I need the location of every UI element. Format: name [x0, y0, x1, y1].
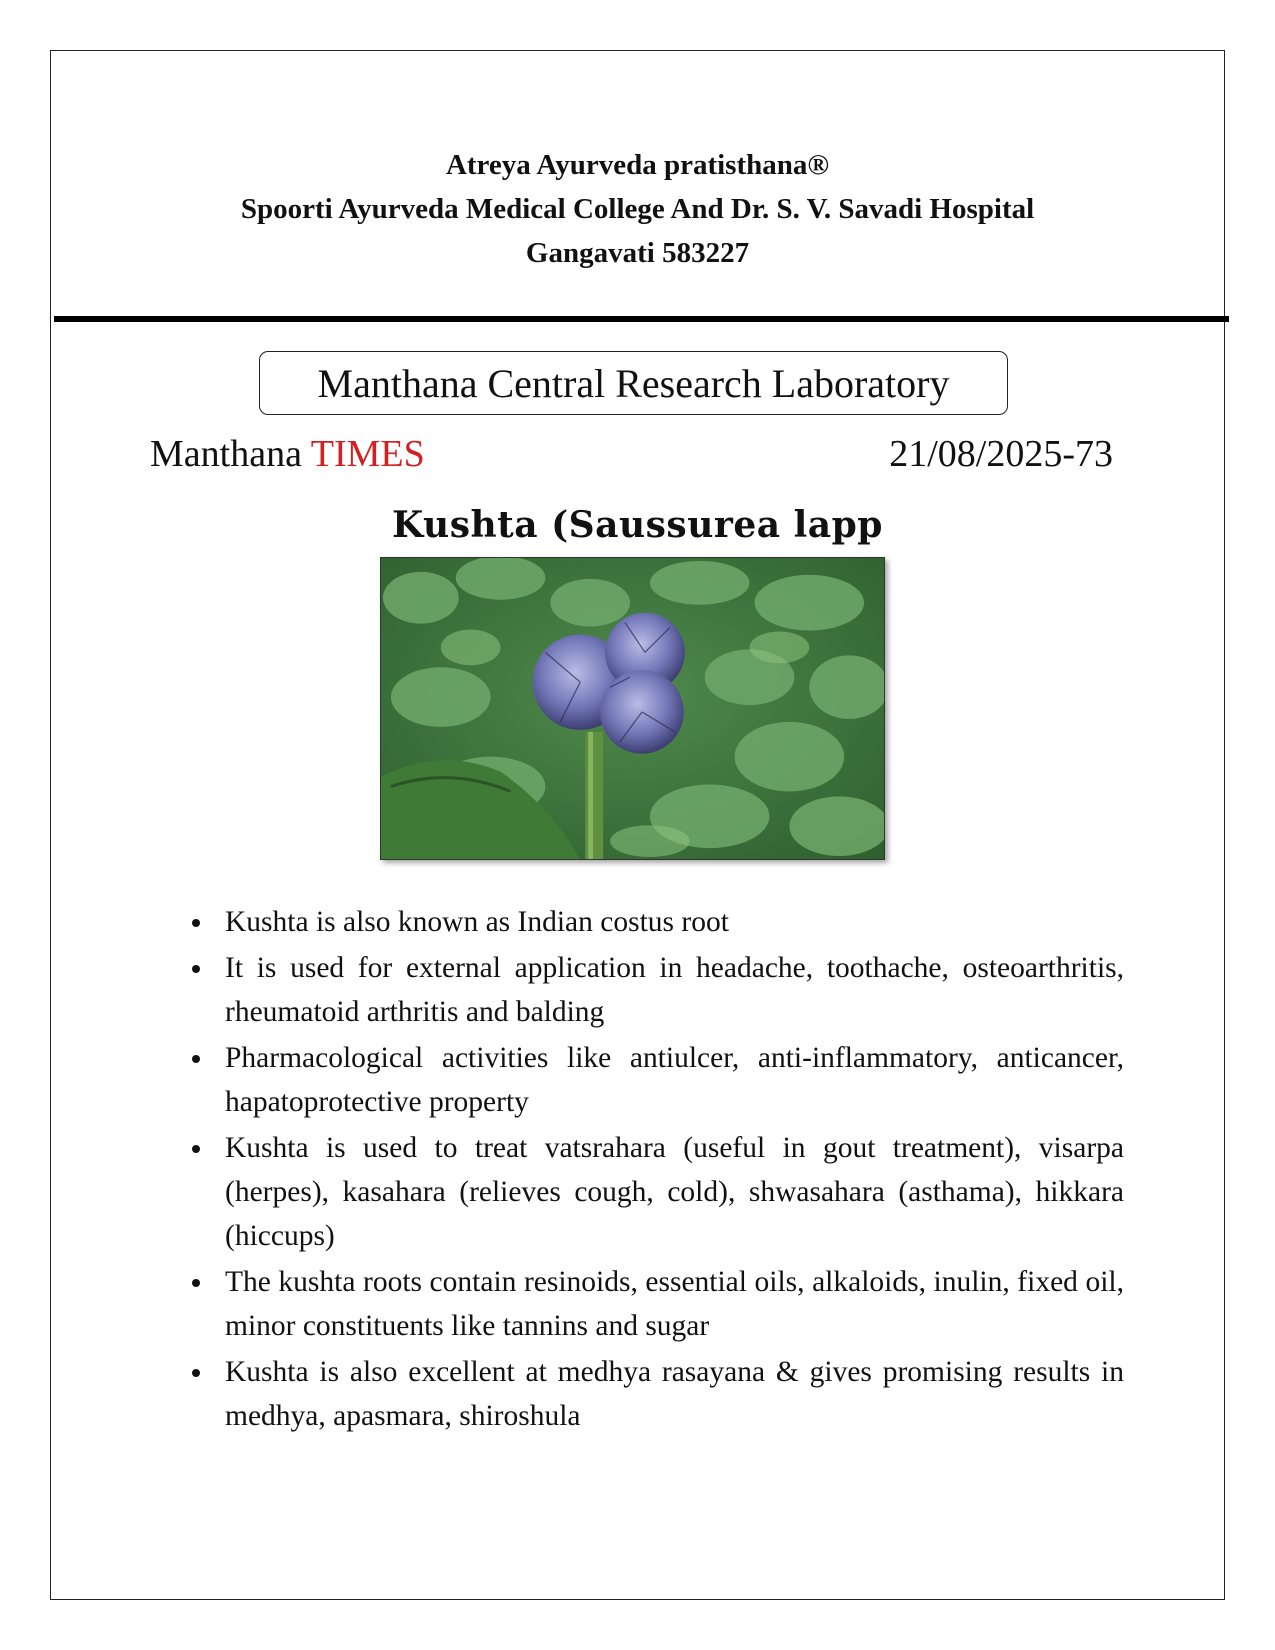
- fact-item: Kushta is also excellent at medhya rasayana & gives promising results in medhya, apasmara, shiroshula: [184, 1350, 1124, 1438]
- fact-list: [184, 900, 1124, 1440]
- fact-item: Kushta is used to treat vatsrahara (useful in gout treatment), visarpa (herpes), kasahara (relieves cough, cold), shwasahara (asthama), hikkara (hiccups): [184, 1126, 1124, 1258]
- masthead-times: TIMES: [310, 433, 425, 475]
- plant-photo: [380, 557, 885, 860]
- kushta-flower-image: [381, 558, 884, 859]
- college-name: Spoorti Ayurveda Medical College And Dr. S. V. Savadi Hospital: [240, 193, 1035, 225]
- fact-item: It is used for external application in headache, toothache, osteoarthritis, rheumatoid arthritis and balding: [184, 946, 1124, 1034]
- college-address: Gangavati 583227: [525, 237, 750, 269]
- fact-item: The kushta roots contain resinoids, essential oils, alkaloids, inulin, fixed oil, minor constituents like tannins and sugar: [184, 1260, 1124, 1348]
- fact-item: Kushta is also known as Indian costus root: [184, 900, 1124, 944]
- newsletter-masthead: [150, 432, 425, 476]
- institution-name: Atreya Ayurveda pratisthana®: [445, 149, 830, 181]
- lab-name: Manthana Central Research Laboratory: [317, 360, 950, 406]
- masthead-name: Manthana: [150, 433, 302, 475]
- issue-number: 21/08/2025-73: [889, 433, 1113, 475]
- article-title: Kushta (Saussurea lapp: [392, 504, 883, 546]
- header-divider: [54, 316, 1229, 322]
- lab-name-box: [259, 351, 1008, 415]
- fact-item: Pharmacological activities like antiulcer, anti-inflammatory, anticancer, hapatoprotective property: [184, 1036, 1124, 1124]
